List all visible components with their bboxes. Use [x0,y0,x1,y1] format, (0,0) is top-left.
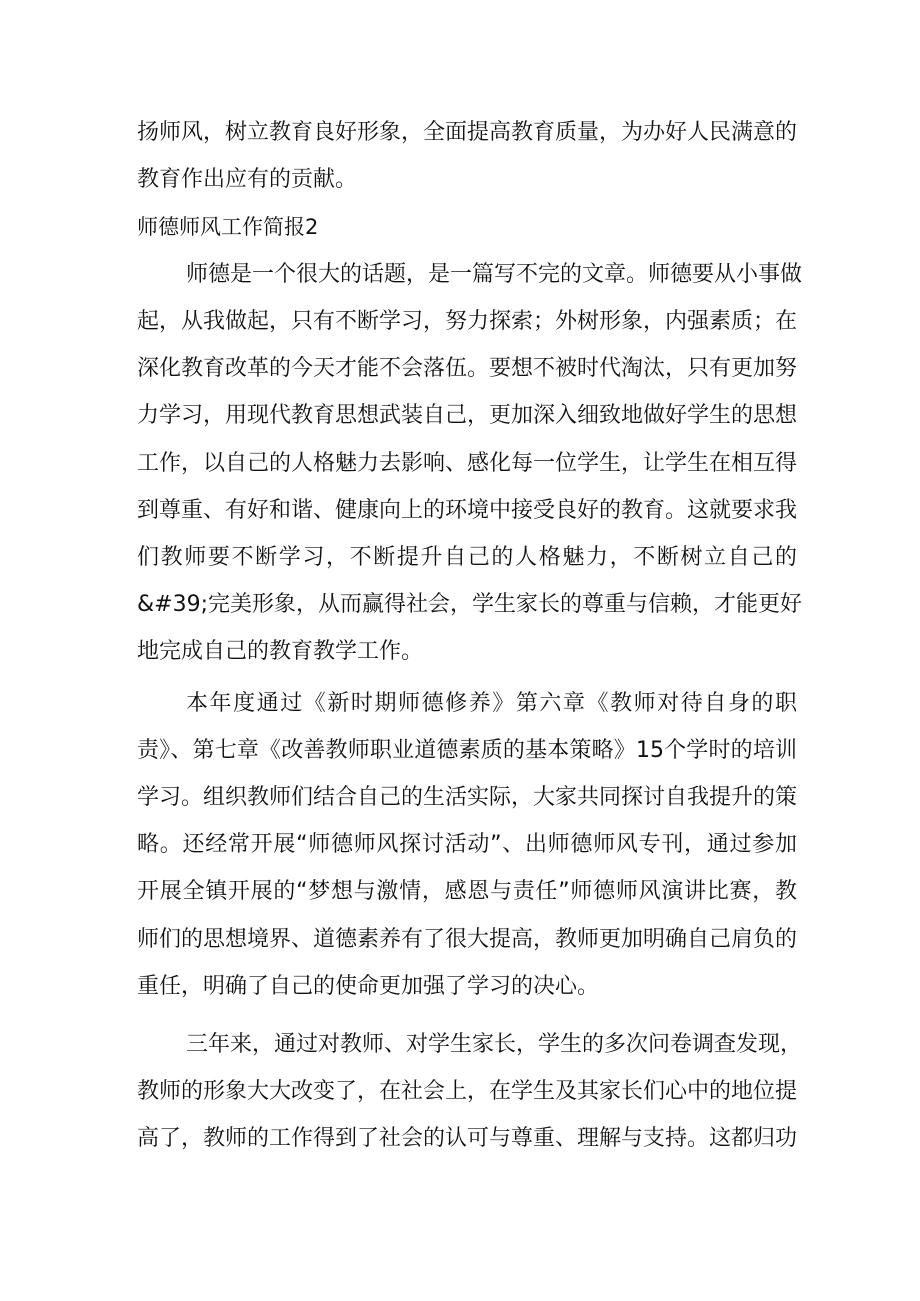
paragraph2-line-1: 本年度通过《新时期师德修养》第六章《教师对待自身的职 [186,691,797,716]
intro-line-2: 教育作出应有的贡献。 [137,167,358,192]
paragraph3-line-3: 高了，教师的工作得到了社会的认可与尊重、理解与支持。这都归功 [137,1126,798,1151]
paragraph2-line-2: 责》、第七章《改善教师职业道德素质的基本策略》15个学时的培训 [137,738,797,763]
paragraph1-line-1: 师德是一个很大的话题，是一篇写不完的文章。师德要从小事做 [186,262,803,287]
paragraph1-line-2: 起，从我做起，只有不断学习，努力探索；外树形象，内强素质；在 [137,309,798,334]
paragraph2-line-5: 开展全镇开展的“梦想与激情，感恩与责任”师德师风演讲比赛，教 [137,879,797,904]
paragraph3-line-2: 教师的形象大大改变了，在社会上，在学生及其家长们心中的地位提 [137,1079,798,1104]
section-heading: 师德师风工作简报2 [137,215,319,239]
paragraph1-line-6: 到尊重、有好和谐、健康向上的环境中接受良好的教育。这就要求我 [137,498,798,523]
paragraph1-line-9: 地完成自己的教育教学工作。 [137,639,424,664]
paragraph3-line-1: 三年来，通过对教师、对学生家长，学生的多次问卷调查发现， [186,1032,803,1057]
paragraph1-line-7: 们教师要不断学习，不断提升自己的人格魅力，不断树立自己的 [137,545,797,570]
paragraph2-line-3: 学习。组织教师们结合自己的生活实际，大家共同探讨自我提升的策 [137,785,798,810]
paragraph1-line-3: 深化教育改革的今天才能不会落伍。要想不被时代淘汰，只有更加努 [137,356,798,381]
intro-line-1: 扬师风，树立教育良好形象，全面提高教育质量，为办好人民满意的 [137,120,798,145]
paragraph1-line-5: 工作，以自己的人格魅力去影响、感化每一位学生，让学生在相互得 [137,451,798,476]
paragraph2-line-6: 师们的思想境界、道德素养有了很大提高，教师更加明确自己肩负的 [137,927,798,952]
paragraph2-line-7: 重任，明确了自己的使命更加强了学习的决心。 [137,974,600,999]
paragraph1-line-8: &#39;完美形象，从而赢得社会，学生家长的尊重与信赖，才能更好 [137,592,802,617]
paragraph2-line-4: 略。还经常开展“师德师风探讨活动”、出师德师风专刊，通过参加 [137,832,797,857]
paragraph1-line-4: 力学习，用现代教育思想武装自己，更加深入细致地做好学生的思想 [137,403,798,428]
